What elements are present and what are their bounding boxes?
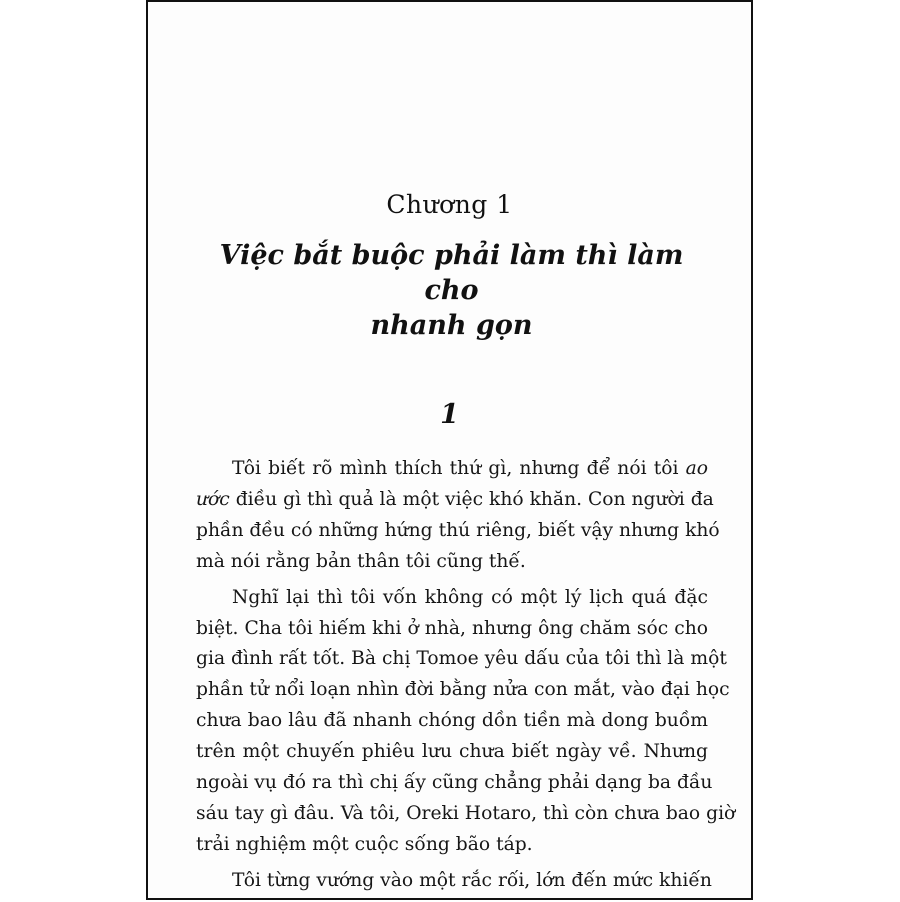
text-segment: điều gì thì quả là một việc khó khăn. Con người đa — [229, 488, 714, 510]
text-line — [196, 454, 708, 485]
book-page — [146, 0, 753, 900]
text-line: sáu tay gì đâu. Và tôi, Oreki Hotaro, thì còn chưa bao giờ — [196, 802, 736, 824]
text-line: Nghĩ lại thì tôi vốn không có một lý lịch quá đặc — [232, 586, 708, 608]
chapter-title-line: Việc bắt buộc phải làm thì làm cho — [219, 240, 684, 306]
chapter-title — [188, 238, 715, 343]
text-line: trải nghiệm một cuộc sống bão táp. — [196, 833, 533, 855]
text-line: Tôi từng vướng vào một rắc rối, lớn đến mức khiến — [232, 869, 712, 891]
paragraph — [196, 866, 712, 897]
chapter-title-line: nhanh gọn — [370, 310, 533, 341]
text-line: ngoài vụ đó ra thì chị ấy cũng chẳng phải dạng ba đầu — [196, 772, 713, 794]
text-line: chưa bao lâu đã nhanh chóng dồn tiền mà dong buồm — [196, 710, 708, 732]
text-line: biệt. Cha tôi hiếm khi ở nhà, nhưng ông chăm sóc cho — [196, 617, 708, 639]
text-line — [196, 485, 714, 516]
text-line: gia đình rất tốt. Bà chị Tomoe yêu dấu của tôi thì là một — [196, 648, 727, 670]
body-text — [196, 454, 736, 902]
paragraph — [196, 454, 720, 578]
text-segment: Tôi biết rõ mình thích thứ gì, nhưng để nói tôi — [232, 458, 686, 479]
text-line: mà nói rằng bản thân tôi cũng thế. — [196, 550, 526, 572]
italic-word: ao — [685, 458, 708, 479]
text-line: phần tử nổi loạn nhìn đời bằng nửa con mắt, vào đại học — [196, 679, 730, 701]
text-line: phần đều có những hứng thú riêng, biết vậy nhưng khó — [196, 519, 720, 541]
text-line: trên một chuyến phiêu lưu chưa biết ngày về. Nhưng — [196, 741, 708, 763]
italic-word: ước — [196, 488, 230, 510]
paragraph — [196, 583, 736, 861]
chapter-label: Chương 1 — [386, 190, 513, 219]
section-number: 1 — [440, 399, 459, 430]
